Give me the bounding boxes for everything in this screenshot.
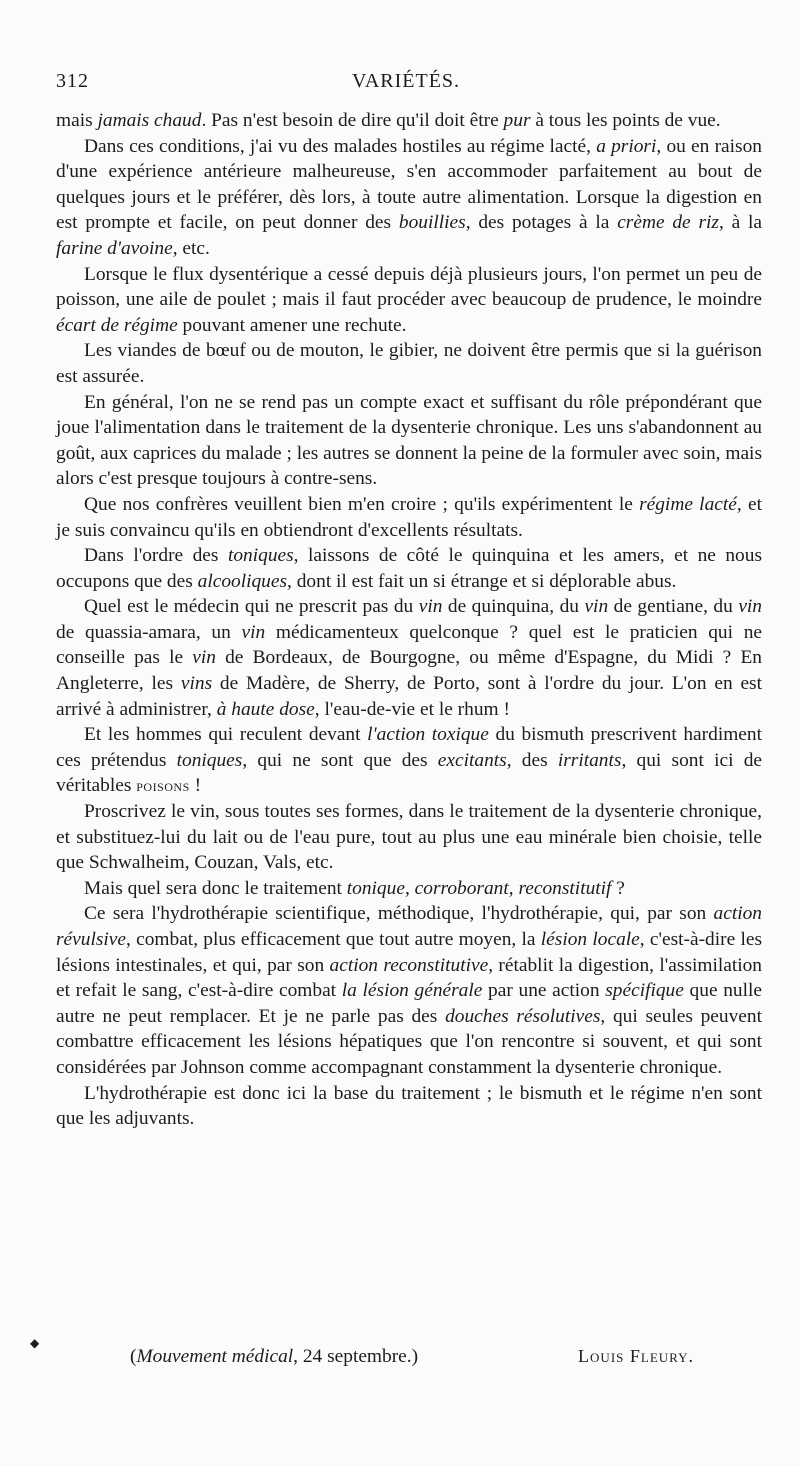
paragraph [56, 799, 762, 876]
italic-segment: vin [418, 596, 443, 618]
text-segment: Proscrivez le vin, sous toutes ses formes, dans le traitement de la dysenterie chronique, et substituez-lui du lait ou de l'eau pure, tout au plus une eau minérale bien choisie, telle que Schwalheim, Couzan, Vals, etc. [56, 801, 762, 874]
paragraph [56, 543, 762, 594]
italic-segment: excitants [437, 749, 507, 771]
text-segment: , laissons de côté le quinquina et les amers, et ne nous occupons que des [56, 545, 762, 592]
small-caps-segment: poisons [136, 775, 190, 796]
paragraph [56, 108, 762, 134]
text-segment: Lorsque le flux dysentérique a cessé depuis déjà plusieurs jours, l'on permet un peu de poisson, une aile de poulet ; mais il faut procéder avec beaucoup de prudence, le moindre [56, 263, 762, 311]
text-segment: , ou en raison d'une expérience antérieure malheureuse, s'en accommoder parfaitement au bout de quelques jours et le préférer, dès lors, à toute autre alimentation. Lorsque la digestion en est prompte et facile, on peut donner des [56, 135, 762, 234]
text-segment: Les viandes de bœuf ou de mouton, le gibier, ne doivent être permis que si la guérison est assurée. [56, 340, 762, 387]
text-segment: , [404, 877, 415, 899]
text-segment: Dans ces conditions, j'ai vu des malades hostiles au régime lacté, [84, 135, 597, 157]
text-segment: , et je suis convaincu qu'ils en obtiendront d'excellents résultats. [56, 493, 762, 541]
paragraph [56, 492, 762, 543]
text-segment: , [508, 877, 519, 899]
citation-date: , 24 septembre.) [293, 1346, 419, 1367]
text-segment: médicamenteux quelconque ? quel est le praticien qui ne conseille pas le [56, 621, 762, 669]
italic-segment: toniques [176, 749, 243, 771]
text-segment: . Pas n'est besoin de dire qu'il doit être [201, 110, 504, 131]
italic-segment: l'action toxique [367, 724, 489, 746]
text-segment: , dont il est fait un si étrange et si déplorable abus. [287, 570, 677, 592]
italic-segment: la lésion générale [341, 980, 483, 1002]
text-segment: Quel est le médecin qui ne prescrit pas du [84, 596, 419, 618]
italic-segment: vin [738, 596, 763, 618]
italic-segment: à haute dose [216, 698, 315, 720]
page-number: 312 [56, 70, 89, 92]
author-signature: Louis Fleury. [578, 1346, 694, 1366]
margin-mark: ◆ [30, 1336, 40, 1350]
paragraph [56, 876, 762, 902]
text-segment: En général, l'on ne se rend pas un compte exact et suffisant du rôle prépondérant que joue l'alimentation dans le traitement de la dysenterie chronique. Les uns s'abandonnent au goût, aux caprices du malade ; les autres se donnent la peine de la formuler avec soin, mais alors c'est presque toujours à contre-sens. [56, 391, 762, 490]
italic-segment: vin [192, 647, 216, 669]
italic-segment: vins [180, 673, 213, 695]
paragraph [56, 262, 762, 339]
text-segment: ! [189, 775, 202, 797]
text-segment: du bismuth prescrivent hardiment ces prétendus [56, 724, 762, 771]
text-segment: ? [611, 877, 625, 899]
text-segment: Mais quel sera donc le traitement [84, 877, 347, 899]
text-segment: , combat, plus efficacement que tout autre moyen, la [126, 929, 541, 950]
italic-segment: lésion locale [540, 929, 640, 950]
text-segment: , c'est-à-dire les lésions intestinales, et qui, par son [56, 929, 762, 976]
text-segment: que nulle autre ne peut remplacer. Et je ne parle pas des [56, 980, 763, 1027]
italic-segment: toniques [227, 545, 294, 567]
italic-segment: vin [584, 596, 609, 618]
italic-segment: écart de régime [56, 314, 178, 336]
italic-segment: irritants [557, 749, 622, 771]
paragraph [56, 338, 762, 389]
text-segment: mais [56, 110, 98, 131]
text-segment: , qui ne sont que des [242, 749, 438, 771]
text-segment: de gentiane, du [608, 596, 739, 618]
italic-segment: crème de riz [617, 212, 719, 234]
text-segment: Dans l'ordre des [84, 545, 228, 567]
text-segment: , qui seules peuvent combattre efficacement les lésions hépatiques que l'on rencontre si souvent, et qui sont considérées par Johnson comme accompagnant constamment la dysenterie chronique. [56, 1005, 762, 1078]
paragraph [56, 390, 762, 492]
italic-segment: corroborant [414, 877, 509, 899]
text-segment: , qui sont ici de véritables [56, 749, 762, 797]
article-body [56, 108, 762, 1132]
text-segment: , à la [718, 212, 762, 234]
italic-segment: bouillies [398, 212, 466, 234]
italic-segment: régime lacté [639, 493, 737, 515]
italic-segment: farine d'avoine [56, 237, 173, 259]
paragraph [56, 134, 762, 262]
italic-segment: vin [241, 621, 266, 643]
paragraph [56, 1081, 762, 1132]
running-title: VARIÉTÉS. [351, 70, 461, 92]
text-segment: Ce sera l'hydrothérapie scientifique, méthodique, l'hydrothérapie, qui, par son [84, 903, 714, 925]
text-segment: de Madère, de Sherry, de Porto, sont à l'ordre du jour. L'on en est arrivé à administrer, [56, 673, 762, 720]
italic-segment: a priori [596, 135, 657, 157]
paragraph [56, 722, 762, 799]
paragraph [56, 901, 762, 1080]
citation-open: ( [130, 1346, 137, 1367]
text-segment: de Bordeaux, de Bourgogne, ou même d'Espagne, du Midi ? En Angleterre, les [56, 647, 762, 695]
text-segment: à tous les points de vue. [530, 110, 721, 131]
text-segment: , des potages à la [465, 212, 618, 234]
italic-segment: spécifique [605, 980, 684, 1002]
text-segment: Et les hommes qui reculent devant [84, 724, 368, 746]
text-segment: , rétablit la digestion, l'assimilation et refait le sang, c'est-à-dire combat [56, 954, 763, 1002]
text-segment: , l'eau-de-vie et le rhum ! [314, 698, 510, 720]
text-segment: , etc. [172, 237, 210, 259]
italic-segment: tonique [346, 877, 405, 899]
text-segment: par une action [482, 980, 606, 1002]
text-segment: de quinquina, du [442, 596, 585, 618]
paragraph [56, 594, 762, 722]
italic-segment: reconstitutif [518, 877, 612, 899]
text-segment: Que nos confrères veuillent bien m'en croire ; qu'ils expérimentent le [84, 493, 640, 515]
italic-segment: douches résolutives [445, 1005, 601, 1027]
text-segment: , des [506, 749, 558, 771]
text-segment: de quassia-amara, un [56, 621, 242, 643]
source-line [56, 1346, 762, 1376]
italic-segment: jamais chaud [97, 110, 202, 131]
italic-segment: action révulsive [56, 903, 762, 950]
citation-journal: Mouvement médical [136, 1346, 294, 1367]
italic-segment: pur [503, 110, 531, 131]
citation [130, 1346, 418, 1368]
italic-segment: alcooliques [197, 570, 288, 592]
text-segment: pouvant amener une rechute. [177, 314, 407, 336]
text-segment: L'hydrothérapie est donc ici la base du traitement ; le bismuth et le régime n'en sont que les adjuvants. [56, 1082, 762, 1130]
italic-segment: action reconstitutive [329, 954, 489, 976]
page-header [56, 70, 756, 100]
